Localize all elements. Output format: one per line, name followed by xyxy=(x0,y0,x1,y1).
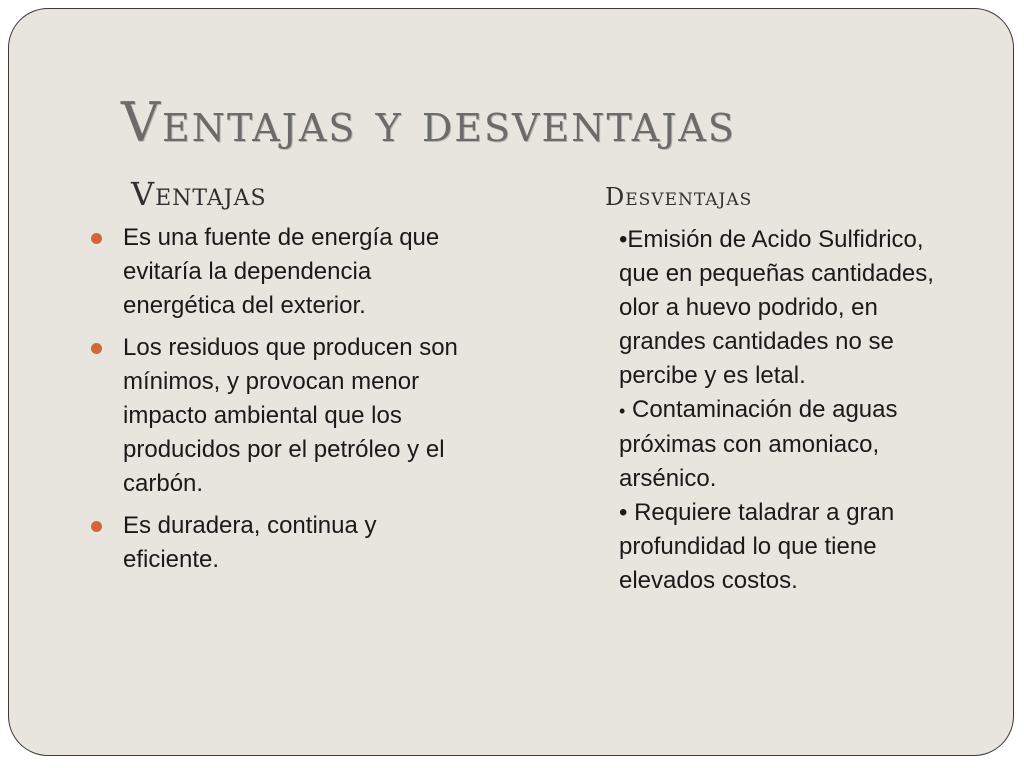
bullet-dot-icon xyxy=(91,233,102,244)
list-item xyxy=(87,509,467,577)
bullet-char: • xyxy=(619,499,628,526)
bullet-dot-icon xyxy=(91,521,102,532)
desventaja-text: Emisión de Acido Sulfidrico, que en pequeñas cantidades, olor a huevo podrido, en grandes cantidades no se percibe y es letal. xyxy=(619,226,934,389)
ventaja-text: Es duradera, continua y eficiente. xyxy=(123,512,377,573)
slide-title: Ventajas y desventajas xyxy=(121,91,736,154)
list-item xyxy=(619,223,959,393)
list-item xyxy=(619,496,959,598)
bullet-char: • xyxy=(619,226,628,253)
desventaja-text: Contaminación de aguas próximas con amoniaco, arsénico. xyxy=(619,396,898,492)
desventaja-text: Requiere taladrar a gran profundidad lo que tiene elevados costos. xyxy=(619,499,895,594)
ventajas-heading: Ventajas xyxy=(131,175,267,213)
list-item xyxy=(619,393,959,496)
bullet-dot-icon xyxy=(91,343,102,354)
list-item xyxy=(87,221,467,323)
ventajas-list xyxy=(87,221,467,585)
bullet-char: • xyxy=(619,401,626,421)
ventaja-text: Los residuos que producen son mínimos, y provocan menor impacto ambiental que los producidos por el petróleo y el carbón. xyxy=(123,334,458,497)
list-item xyxy=(87,331,467,501)
slide xyxy=(8,8,1014,756)
desventajas-heading: Desventajas xyxy=(605,183,753,211)
ventaja-text: Es una fuente de energía que evitaría la dependencia energética del exterior. xyxy=(123,224,440,319)
desventajas-list xyxy=(619,223,959,598)
